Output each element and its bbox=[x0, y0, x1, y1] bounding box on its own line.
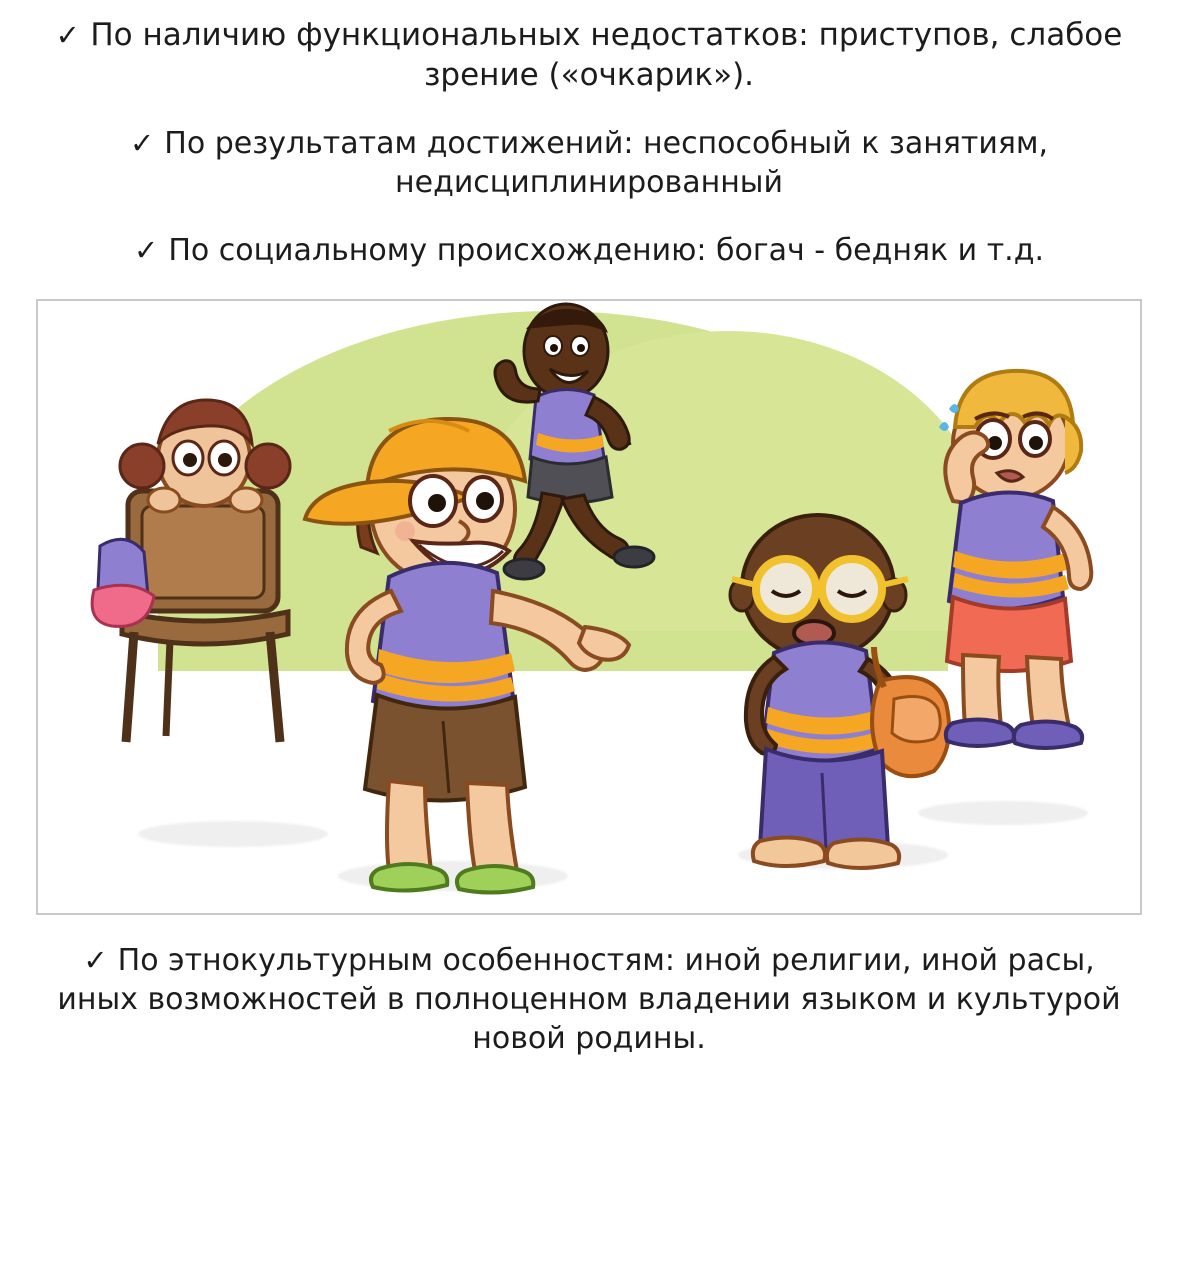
bullet-text-final: По этнокультурным особенностям: иной религии, иной расы, иных возможностей в полноценном владении языком и культурой новой родины. bbox=[57, 942, 1121, 1056]
bullet-item-2 bbox=[39, 125, 1139, 202]
bullet-item-3 bbox=[39, 232, 1139, 270]
bullet-text-1: По наличию функциональных недостатков: приступов, слабое зрение («очкарик»). bbox=[90, 17, 1123, 93]
check-icon: ✓ bbox=[129, 126, 155, 161]
bullet-text-2: По результатам достижений: неспособный к занятиям, недисциплинированный bbox=[164, 126, 1049, 200]
bullet-item-final bbox=[44, 941, 1134, 1058]
illustration-image bbox=[36, 299, 1142, 915]
pointing-boy-figure bbox=[293, 391, 693, 911]
bullet-item-1 bbox=[39, 16, 1139, 95]
girl-behind-chair-figure bbox=[78, 396, 328, 816]
illustration-scene bbox=[38, 301, 1140, 913]
crying-boy-figure bbox=[893, 361, 1142, 801]
check-icon: ✓ bbox=[55, 18, 81, 52]
bullet-text-3: По социальному происхождению: богач - бедняк и т.д. bbox=[168, 233, 1044, 269]
check-icon: ✓ bbox=[133, 233, 159, 268]
check-icon: ✓ bbox=[83, 942, 109, 977]
